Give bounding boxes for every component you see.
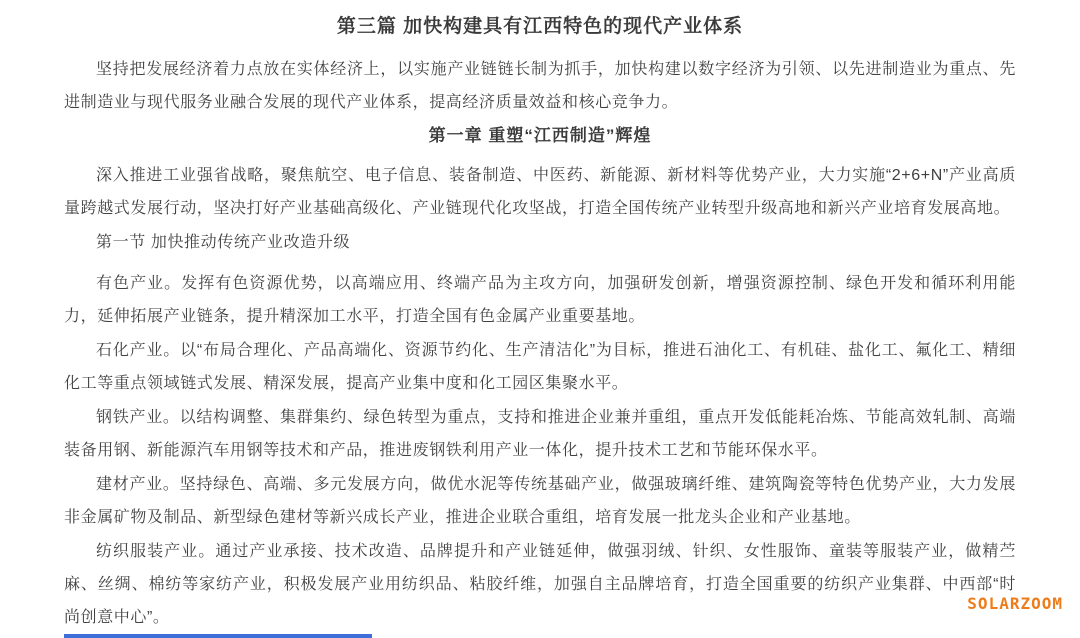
- industry-paragraph-textile: 纺织服装产业。通过产业承接、技术改造、品牌提升和产业链延伸，做强羽绒、针织、女性服饰、童装等服装产业，做精苎麻、丝绸、棉纺等家纺产业，积极发展产业用纺织品、粘胶纤维，加强自主品牌培育，打造全国重要的纺织产业集群、中西部“时尚创意中心”。: [64, 543, 1016, 626]
- chapter-paragraph: 深入推进工业强省战略，聚焦航空、电子信息、装备制造、中医药、新能源、新材料等优势产业，大力实施“2+6+N”产业高质量跨越式发展行动，坚决打好产业基础高级化、产业链现代化攻坚战，打造全国传统产业转型升级高地和新兴产业培育发展高地。: [64, 167, 1016, 217]
- industry-paragraph-petrochemical: 石化产业。以“布局合理化、产品高端化、资源节约化、生产清洁化”为目标，推进石油化工、有机硅、盐化工、氟化工、精细化工等重点领域链式发展、精深发展，提高产业集中度和化工园区集聚水平。: [64, 342, 1016, 392]
- industry-paragraph-building-materials: 建材产业。坚持绿色、高端、多元发展方向，做优水泥等传统基础产业，做强玻璃纤维、建筑陶瓷等特色优势产业，大力发展非金属矿物及制品、新型绿色建材等新兴成长产业，推进企业联合重组，培育发展一批龙头企业和产业基地。: [64, 476, 1016, 526]
- part-title: 第三篇 加快构建具有江西特色的现代产业体系: [336, 16, 744, 37]
- industry-paragraph-nonferrous: 有色产业。发挥有色资源优势，以高端应用、终端产品为主攻方向，加强研发创新，增强资源控制、绿色开发和循环利用能力，延伸拓展产业链条，提升精深加工水平，打造全国有色金属产业重要基地。: [64, 275, 1016, 325]
- industry-paragraph-steel: 钢铁产业。以结构调整、集群集约、绿色转型为重点，支持和推进企业兼并重组，重点开发低能耗冶炼、节能高效轧制、高端装备用钢、新能源汽车用钢等技术和产品，推进废钢铁利用产业一体化，提升技术工艺和节能环保水平。: [64, 409, 1016, 459]
- selection-highlight-bar: [64, 634, 372, 638]
- intro-paragraph: 坚持把发展经济着力点放在实体经济上，以实施产业链链长制为抓手，加快构建以数字经济为引领、以先进制造业为重点、先进制造业与现代服务业融合发展的现代产业体系，提高经济质量效益和核心竞争力。: [64, 61, 1016, 111]
- solarzoom-watermark: SOLARZOOM: [967, 594, 1063, 613]
- chapter-title: 第一章 重塑“江西制造”辉煌: [428, 126, 652, 145]
- section-title: 第一节 加快推动传统产业改造升级: [96, 234, 351, 251]
